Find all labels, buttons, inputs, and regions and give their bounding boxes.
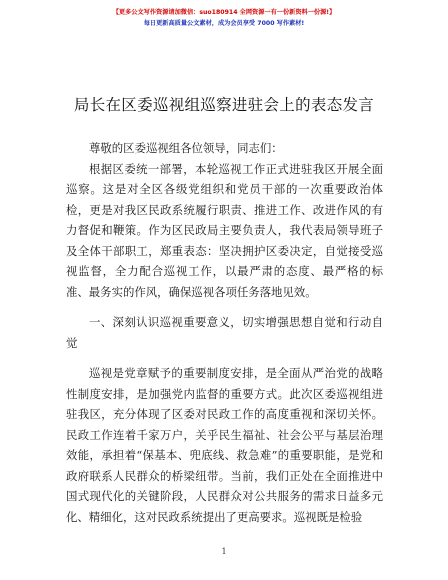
- promo-banner-line-1: 【更多公文写作资源请加微信：suo180914 全网资源一有一份新资料一份源!】: [112, 9, 336, 16]
- promo-banner-line-2: 每日更新高质量公文素材，成为会员享受 7000 写作素材!: [143, 20, 305, 27]
- page-number: 1: [221, 547, 227, 556]
- section-1-paragraph: 巡视是党章赋予的重要制度安排，是全面从严治党的战略性制度安排，是加强党内监督的重要方式。此次区委巡视组进驻我区，充分体现了区委对民政工作的高度重视和深切关怀。民政工作连着千家万户，关乎民生福祉、社会公平与基层治理效能，承担着“保基本、兜底线、救急难”的重要职能，是党和政府联系人民群众的桥梁纽带。当前，我们正处在全面推进中国式现代化的关键阶段，人民群众对公共服务的需求日益多元化、精细化，这对民政系统提出了更高要求。巡视既是检验: [66, 366, 383, 524]
- document-title: 局长在区委巡视组巡察进驻会上的表态发言: [73, 96, 375, 114]
- section-heading-1: 一、深刻认识巡视重要意义，切实增强思想自觉和行动自觉: [66, 315, 383, 350]
- salutation: 尊敬的区委巡视组各位领导，同志们：: [89, 141, 283, 155]
- document-body: [66, 138, 383, 527]
- intro-paragraph: 根据区委统一部署，本轮巡视工作正式进驻我区开展全面巡察。这是对全区各级党组织和党员干部的一次重要政治体检，更是对我区民政系统履行职责、推进工作、改进作风的有力督促和鞭策。作为区民政局主要负责人，我代表局领导班子及全体干部职工，郑重表态：坚决拥护区委决定，自觉接受巡视监督，全力配合巡视工作，以最严肃的态度、最严格的标准、最务实的作风，确保巡视各项任务落地见效。: [66, 161, 383, 299]
- promo-banner: [0, 8, 448, 29]
